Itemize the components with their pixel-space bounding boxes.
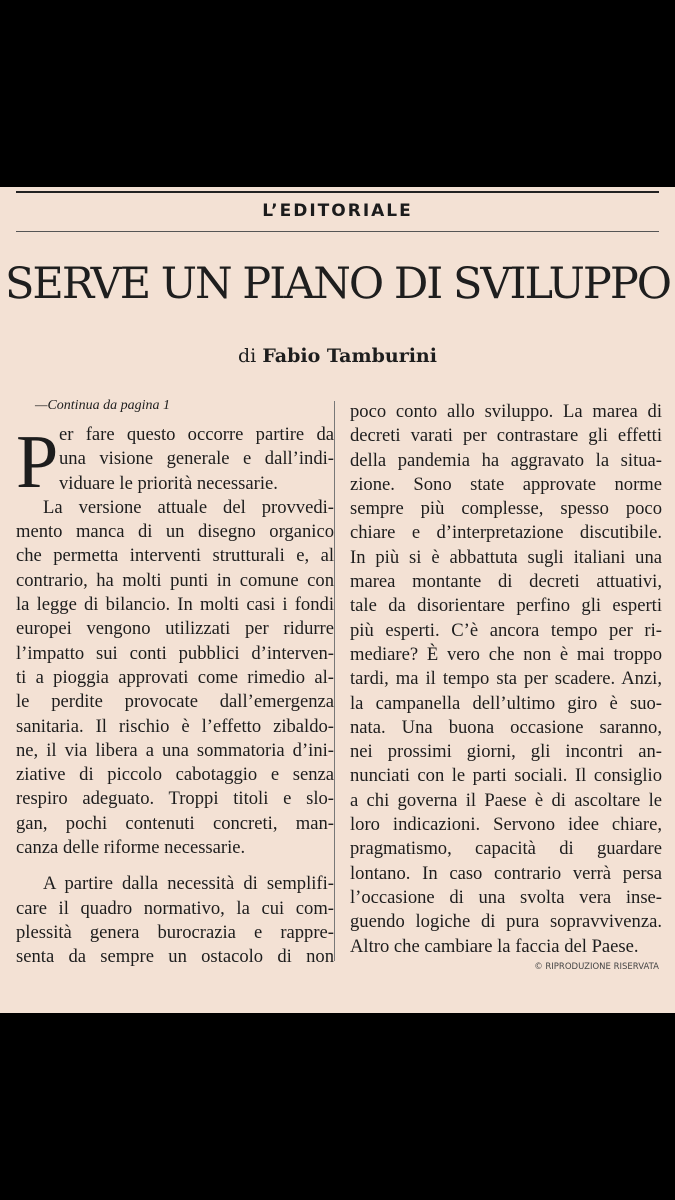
text-line: ziative di piccolo cabotaggio e senza	[16, 764, 334, 786]
text-line: mediare? È vero che non è mai troppo	[350, 643, 662, 665]
text-line: nata. Una buona occasione saranno,	[350, 716, 662, 738]
text-line: nei prossimi giorni, gli incontri an-	[350, 741, 662, 763]
paragraph-gap	[16, 860, 334, 872]
text-line: plessità genera burocrazia e rappre-	[16, 921, 334, 943]
headline: SERVE UN PIANO DI SVILUPPO	[4, 259, 671, 309]
first-paragraph	[16, 420, 334, 504]
text-line: più esperti. C’è ancora tempo per ri-	[350, 619, 662, 641]
left-column	[16, 397, 334, 970]
byline	[0, 345, 675, 367]
text-line: guendo logiche di pura sopravvivenza.	[350, 911, 662, 933]
text-line: poco conto allo sviluppo. La marea di	[350, 401, 662, 422]
text-line: marea montante di decreti attuativi,	[350, 571, 662, 593]
text-line: La versione attuale del provvedi-	[43, 496, 334, 518]
text-line: In più si è abbattuta sugli italiani una	[350, 546, 662, 568]
text-line: una visione generale e dall’indi-	[59, 448, 334, 470]
text-line: a chi governa il Paese è di ascoltare le	[350, 789, 662, 811]
drop-cap: P	[16, 420, 59, 504]
text-line: er fare questo occorre partire da	[59, 424, 334, 445]
text-line: Altro che cambiare la faccia del Paese.	[350, 935, 639, 957]
text-line: che permetta interventi strutturali e, al	[16, 545, 334, 567]
text-line: tale da disorientare perfino gli esperti	[350, 595, 662, 617]
right-column	[350, 400, 662, 959]
text-line: la campanella dell’ultimo giro è suo-	[350, 692, 662, 714]
text-line: canza delle riforme necessarie.	[16, 837, 246, 859]
editorial-page	[0, 187, 675, 1013]
section-kicker: L’EDITORIALE	[262, 201, 413, 221]
text-line: ti a pioggia approvati come rimedio al-	[16, 666, 334, 688]
text-line: la legge di bilancio. In molti casi i fondi	[16, 594, 334, 616]
text-line: contrario, ha molti punti in comune con	[16, 569, 334, 591]
copyright-notice: © RIPRODUZIONE RISERVATA	[534, 962, 659, 972]
author-name: Fabio Tamburini	[262, 345, 437, 367]
text-line: loro indicazioni. Servono idee chiare,	[350, 814, 662, 836]
text-line: l’occasione di una svolta vera inse-	[350, 886, 662, 908]
text-line: gan, pochi contenuti concreti, man-	[16, 812, 334, 834]
text-line: l’impatto sui conti pubblici d’interven-	[16, 642, 334, 664]
third-paragraph	[16, 872, 334, 969]
second-paragraph	[16, 496, 334, 860]
text-line: della pandemia ha aggravato la situa-	[350, 449, 662, 471]
byline-prefix: di	[238, 345, 257, 367]
text-line: ne, il via libera a una sommatoria d’ini-	[16, 739, 334, 761]
text-line: nunciati con le parti sociali. Il consiglio	[350, 765, 662, 787]
text-line: sanitaria. Il rischio è l’effetto zibaldo-	[16, 715, 334, 737]
kicker-rule	[16, 231, 659, 232]
text-line: sempre più complesse, spesso poco	[350, 498, 662, 520]
text-line: decreti varati per contrastare gli effetti	[350, 425, 662, 447]
text-line: senta da sempre un ostacolo di non	[16, 946, 334, 968]
text-line: tardi, ma il tempo sta per scadere. Anzi,	[350, 668, 662, 690]
text-line: pragmatismo, capacità di guardare	[350, 838, 662, 860]
text-line: viduare le priorità necessarie.	[59, 472, 278, 494]
text-line: europei vengono utilizzati per ridurre	[16, 618, 334, 640]
continued-from: —Continua da pagina 1	[35, 398, 170, 413]
top-rule	[16, 191, 659, 193]
text-line: zione. Sono state approvate norme	[350, 473, 662, 495]
text-line: chiare e d’interpretazione discutibile.	[350, 522, 662, 544]
column-separator	[334, 401, 335, 961]
text-line: care il quadro normativo, la cui com-	[16, 897, 334, 919]
text-line: mento manca di un disegno organico	[16, 521, 334, 543]
text-line: le perdite provocate dall’emergenza	[16, 691, 334, 713]
text-line: A partire dalla necessità di semplifi-	[43, 873, 334, 895]
text-line: respiro adeguato. Troppi titoli e slo-	[16, 788, 334, 810]
text-line: lontano. In caso contrario verrà persa	[350, 862, 662, 884]
